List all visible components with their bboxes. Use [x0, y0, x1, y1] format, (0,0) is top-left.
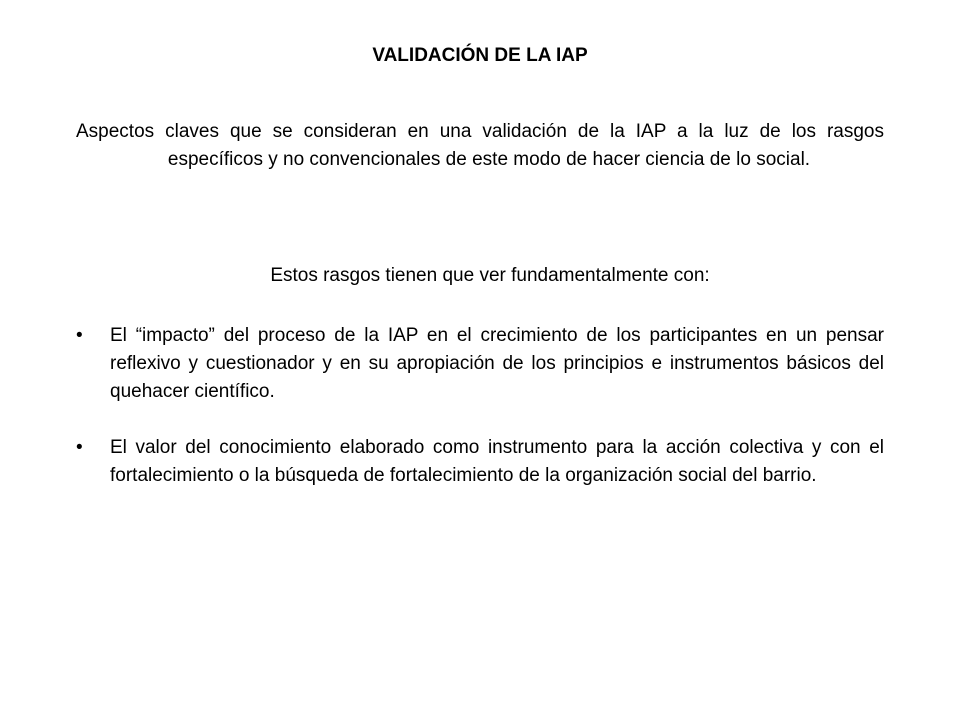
intro-paragraph: Aspectos claves que se consideran en una validación de la IAP a la luz de los rasgos específicos y no convencionales de este modo de hacer ciencia de lo social. — [76, 121, 884, 170]
bullet-text: El “impacto” del proceso de la IAP en el crecimiento de los participantes en un pensar reflexivo y cuestionador y en su apropiación de los principios e instrumentos básicos del quehacer científico. — [110, 325, 884, 402]
bullet-text: El valor del conocimiento elaborado como instrumento para la acción colectiva y con el fortalecimiento o la búsqueda de fortalecimiento de la organización social del barrio. — [110, 437, 884, 486]
bullet-list — [76, 322, 884, 518]
bullet-item — [76, 434, 884, 490]
bullet-item — [76, 322, 884, 406]
subheading: Estos rasgos tienen que ver fundamentalmente con: — [270, 265, 710, 286]
bullet-icon: • — [76, 325, 83, 346]
bullet-icon: • — [76, 437, 83, 458]
slide-title: VALIDACIÓN DE LA IAP — [372, 45, 588, 66]
